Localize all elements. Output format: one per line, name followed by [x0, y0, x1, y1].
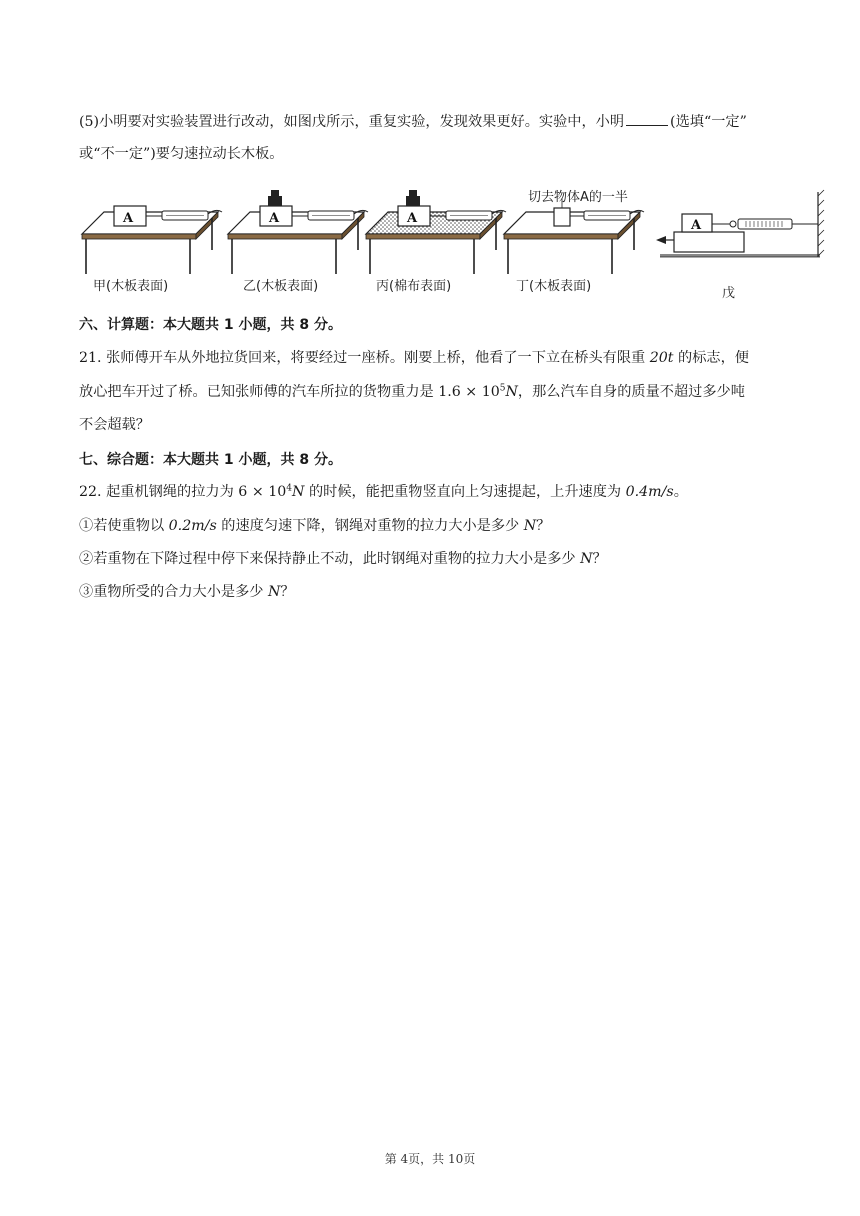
label-bing: 丙(棉布表面) [376, 279, 452, 294]
label-yi: 乙(木板表面) [243, 279, 319, 294]
section6-heading: 六、计算题：本大题共 1 小题，共 8 分。 [79, 317, 342, 333]
panel-ding [504, 198, 644, 274]
panel-jia [82, 206, 222, 274]
block-letter: A [407, 211, 418, 226]
q22-sub2: ②若重物在下降过程中停下来保持静止不动，此时钢绳对重物的拉力大小是多少 N？ [79, 551, 607, 567]
page-footer: 第 4页，共 10页 [384, 1152, 476, 1166]
block-letter: A [269, 211, 280, 226]
block-letter: A [691, 218, 702, 233]
section7-heading: 七、综合题：本大题共 1 小题，共 8 分。 [79, 452, 342, 468]
q21-line2: 放心把车开过了桥。已知张师傅的汽车所拉的货物重力是 $1.6 \times 10^5N$，那么汽车自身的质量不超过多少吨 [79, 383, 745, 400]
panel-yi [228, 190, 368, 274]
panel-wu [656, 190, 824, 257]
label-wu: 戊 [722, 286, 736, 301]
q22-line: 22. 起重机钢绳的拉力为 $6 \times 10^4N$ 的时候，能把重物竖直向上匀速提起，上升速度为 0.4m/s。 [79, 483, 688, 500]
q22-sub1: ①若使重物以 0.2m/s 的速度匀速下降，钢绳对重物的拉力大小是多少 N？ [79, 518, 551, 534]
q20-5-line2: 或“不一定”)要匀速拉动长木板。 [79, 146, 284, 162]
panel-bing [366, 190, 506, 274]
q22-sub3: ③重物所受的合力大小是多少 N？ [79, 584, 295, 600]
label-jia: 甲(木板表面) [93, 279, 169, 294]
q20-5-line1: (5)小明要对实验装置进行改动，如图戊所示，重复实验，发现效果更好。实验中，小明 (选填“一定” [79, 111, 747, 132]
answer-blank[interactable] [626, 111, 668, 126]
q21-line1: 21. 张师傅开车从外地拉货回来，将要经过一座桥。刚要上桥，他看了一下立在桥头有限重 20t 的标志，便 [79, 350, 749, 366]
figure-annotation: 切去物体A的一半 [528, 190, 628, 205]
block-letter: A [123, 211, 134, 226]
label-ding: 丁(木板表面) [516, 279, 592, 294]
q21-line3: 不会超载？ [79, 417, 150, 433]
